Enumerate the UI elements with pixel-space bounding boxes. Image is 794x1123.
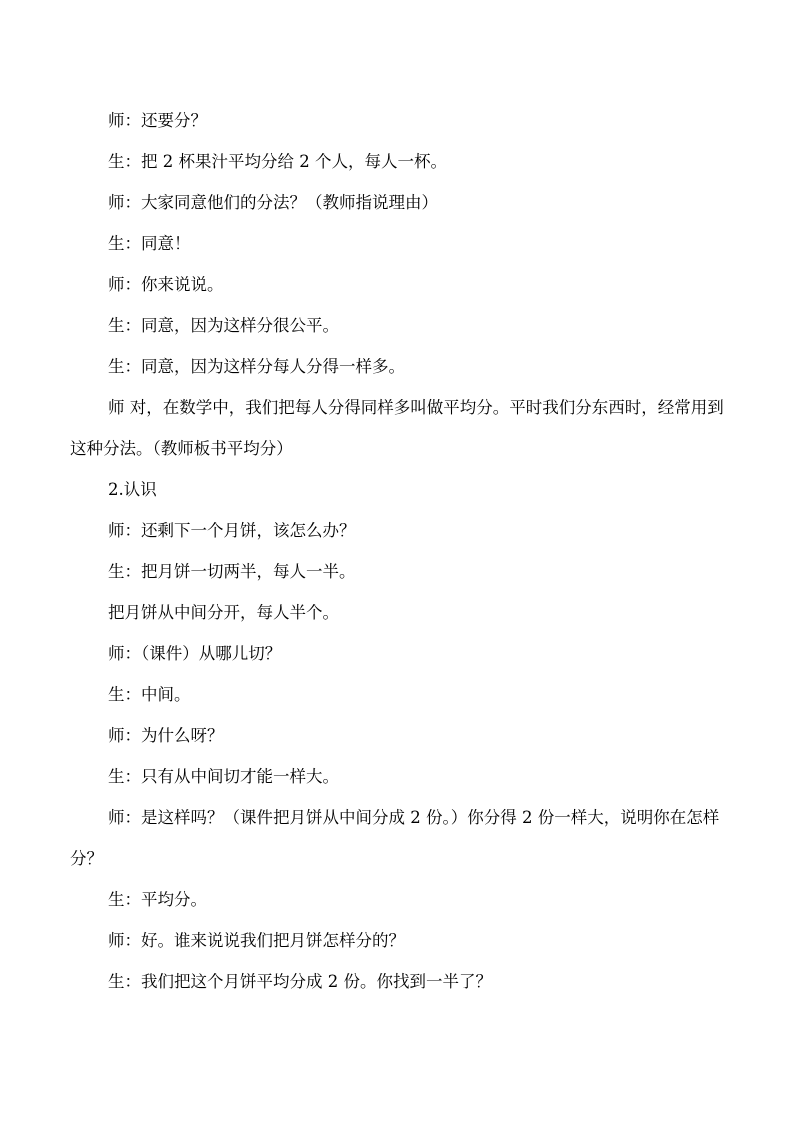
paragraph-12: 把月饼从中间分开，每人半个。 bbox=[108, 603, 339, 622]
paragraph-14: 生：中间。 bbox=[108, 685, 191, 704]
paragraph-13: 师：（课件）从哪儿切？ bbox=[108, 644, 282, 663]
paragraph-18: 生：平均分。 bbox=[108, 890, 207, 909]
paragraph-10: 师：还剩下一个月饼，该怎么办？ bbox=[108, 521, 356, 540]
document-body bbox=[70, 100, 730, 1002]
paragraph-8: 师 对，在数学中，我们把每人分得同样多叫做平均分。平时我们分东西时，经常用到这种分法。（教师板书平均分） bbox=[70, 398, 724, 458]
paragraph-3: 师：大家同意他们的分法？（教师指说理由） bbox=[108, 193, 438, 212]
paragraph-20: 生：我们把这个月饼平均分成 2 份。你找到一半了？ bbox=[108, 972, 492, 991]
paragraph-5: 师：你来说说。 bbox=[108, 275, 224, 294]
paragraph-15: 师：为什么呀？ bbox=[108, 726, 224, 745]
paragraph-6: 生：同意，因为这样分很公平。 bbox=[108, 316, 339, 335]
paragraph-1: 师：还要分？ bbox=[108, 111, 207, 130]
paragraph-4: 生：同意！ bbox=[108, 234, 191, 253]
paragraph-2: 生：把 2 杯果汁平均分给 2 个人，每人一杯。 bbox=[108, 152, 447, 171]
paragraph-16: 生：只有从中间切才能一样大。 bbox=[108, 767, 339, 786]
paragraph-17: 师：是这样吗？（课件把月饼从中间分成 2 份。）你分得 2 份一样大，说明你在怎样分？ bbox=[70, 808, 720, 868]
paragraph-7: 生：同意，因为这样分每人分得一样多。 bbox=[108, 357, 405, 376]
paragraph-11: 生：把月饼一切两半，每人一半。 bbox=[108, 562, 356, 581]
paragraph-19: 师：好。谁来说说我们把月饼怎样分的？ bbox=[108, 931, 405, 950]
section-heading: 2.认识 bbox=[108, 480, 157, 499]
